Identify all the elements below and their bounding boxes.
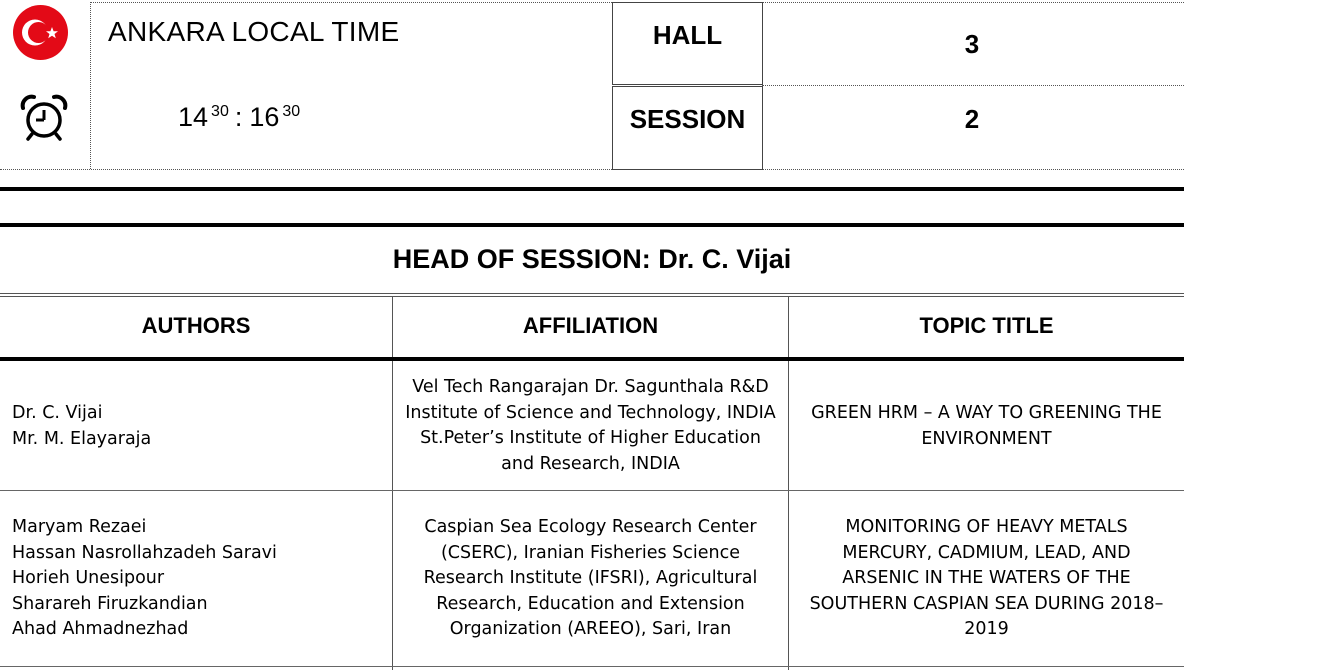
hall-label: HALL xyxy=(652,20,723,50)
time-separator: : xyxy=(234,102,243,132)
affiliation-line: (CSERC), Iranian Fisheries Science xyxy=(440,542,741,563)
author-name: Ahad Ahmadnezhad xyxy=(12,619,189,640)
session-time xyxy=(178,102,300,133)
author-name: Horieh Unesipour xyxy=(12,568,165,589)
header-rule xyxy=(0,357,1184,361)
affiliation-line: Research, Education and Extension xyxy=(436,593,745,614)
local-time-title: ANKARA LOCAL TIME xyxy=(108,16,400,47)
title-rule-bottom xyxy=(0,296,1184,297)
topic-line: ARSENIC IN THE WATERS OF THE xyxy=(842,568,1131,589)
row-divider xyxy=(0,666,1184,667)
column-header-affiliation: AFFILIATION xyxy=(522,313,659,338)
affiliation-cell xyxy=(393,375,788,477)
affiliation-line: Organization (AREEO), Sari, Iran xyxy=(449,619,732,640)
topic-title-cell xyxy=(789,401,1184,452)
topic-line: MERCURY, CADMIUM, LEAD, AND xyxy=(842,542,1131,563)
affiliation-line: Vel Tech Rangarajan Dr. Sagunthala R&D xyxy=(412,377,769,397)
column-header-topic-title: TOPIC TITLE xyxy=(919,313,1054,338)
author-name: Dr. C. Vijai xyxy=(12,403,103,423)
turkey-flag-icon xyxy=(13,5,68,60)
authors-cell xyxy=(12,515,277,643)
topic-line: GREEN HRM – A WAY TO GREENING THE xyxy=(811,403,1162,423)
affiliation-line: Institute of Science and Technology, INDIA xyxy=(405,402,776,423)
affiliation-line: Research Institute (IFSRI), Agricultural xyxy=(423,568,758,589)
header-divider xyxy=(0,187,1184,191)
column-header-authors: AUTHORS xyxy=(141,313,251,338)
start-hour: 14 xyxy=(178,102,209,132)
start-minute: 30 xyxy=(211,103,229,120)
topic-line: ENVIRONMENT xyxy=(921,428,1052,449)
hall-value: 3 xyxy=(964,29,980,59)
topic-line: SOUTHERN CASPIAN SEA DURING 2018– xyxy=(809,593,1164,614)
session-header xyxy=(0,0,1184,171)
title-rule-top xyxy=(0,293,1184,294)
end-hour: 16 xyxy=(249,102,280,132)
affiliation-line: St.Peter’s Institute of Higher Education xyxy=(420,428,761,449)
authors-cell xyxy=(12,401,151,452)
end-minute: 30 xyxy=(282,103,301,120)
head-of-session-title: HEAD OF SESSION: Dr. C. Vijai xyxy=(392,244,792,274)
topic-line: MONITORING OF HEAVY METALS xyxy=(845,517,1128,537)
session-value: 2 xyxy=(964,104,980,134)
alarm-clock-icon xyxy=(20,94,68,142)
author-name: Mr. M. Elayaraja xyxy=(12,428,152,449)
author-name: Hassan Nasrollahzadeh Saravi xyxy=(12,542,277,563)
affiliation-line: Caspian Sea Ecology Research Center xyxy=(424,517,757,537)
author-name: Sharareh Firuzkandian xyxy=(12,593,208,614)
session-label: SESSION xyxy=(629,104,746,134)
author-name: Maryam Rezaei xyxy=(12,517,147,537)
affiliation-line: and Research, INDIA xyxy=(501,453,680,474)
affiliation-cell xyxy=(393,515,788,643)
session-divider xyxy=(0,223,1184,227)
topic-line: 2019 xyxy=(964,619,1009,640)
row-divider xyxy=(0,490,1184,491)
topic-title-cell xyxy=(789,515,1184,643)
